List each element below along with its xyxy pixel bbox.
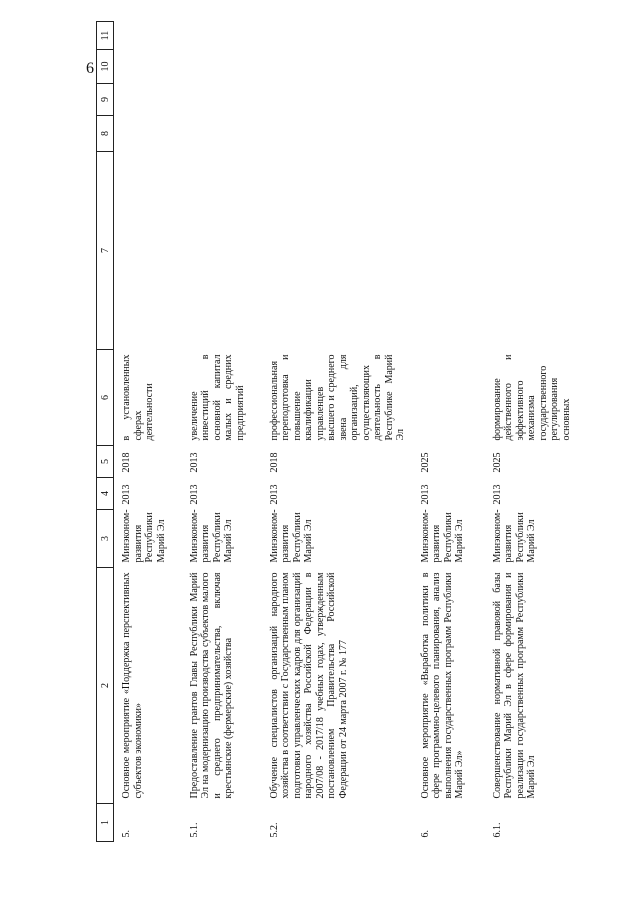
row-number: 6.1. bbox=[491, 822, 503, 838]
measure-name: Основное мероприятие «Поддержка перспективных субъектов экономики» bbox=[121, 572, 144, 799]
table-row bbox=[182, 22, 262, 842]
col-header-6: 6 bbox=[97, 350, 114, 446]
cell-11 bbox=[485, 22, 579, 50]
col-header-9: 9 bbox=[97, 84, 114, 116]
expected-result: увеличение инвестиций в основной капитал малых и средних предприятий bbox=[188, 354, 246, 441]
cell-9 bbox=[114, 84, 182, 116]
start-year: 2013 bbox=[188, 484, 200, 505]
col-header-11: 11 bbox=[97, 22, 114, 50]
executor: Минэконом-развития Республики Марий Эл bbox=[188, 509, 234, 563]
col-header-2: 2 bbox=[97, 568, 114, 804]
table-row bbox=[485, 22, 579, 842]
end-year: 2025 bbox=[491, 452, 503, 473]
cell-9 bbox=[182, 84, 262, 116]
header-row bbox=[97, 22, 114, 842]
cell-11 bbox=[114, 22, 182, 50]
measure-name: Предоставление грантов Главы Республики Марий Эл на модернизацию производства субъектов малого и среднего предпринимательства, включая крестьянские (фермерские) хозяйства bbox=[188, 572, 234, 799]
start-year: 2013 bbox=[419, 484, 431, 505]
cell-7 bbox=[413, 152, 485, 350]
col-header-7: 7 bbox=[97, 152, 114, 350]
col-header-3: 3 bbox=[97, 510, 114, 568]
start-year: 2013 bbox=[491, 484, 503, 505]
end-year: 2018 bbox=[121, 452, 132, 473]
expected-result: профессиональная переподготовка и повышение квалификации управленцев высшего и среднего звена для организаций, осуществляющих деятельность в Республике Марий Эл bbox=[268, 354, 406, 441]
executor: Минэконом-развития Республики Марий Эл bbox=[121, 509, 167, 563]
table-row bbox=[413, 22, 485, 842]
measure-name: Основное мероприятие «Выработка политики в сфере программно-целевого планирования, анализ выполнения государственных программ Республики Марий Эл» bbox=[419, 572, 465, 799]
page-number: 6 bbox=[86, 60, 94, 77]
end-year: 2013 bbox=[188, 452, 200, 473]
expected-result: в установленных сферах деятельности bbox=[121, 354, 155, 441]
executor: Минэконом-развития Республики Марий Эл bbox=[268, 509, 314, 563]
cell-7 bbox=[114, 152, 182, 350]
row-number: 5.1. bbox=[188, 822, 200, 838]
cell-10 bbox=[114, 50, 182, 84]
end-year: 2025 bbox=[419, 452, 431, 473]
row-number: 5.2. bbox=[268, 822, 280, 838]
cell-8 bbox=[413, 116, 485, 152]
row-number: 6. bbox=[419, 830, 431, 838]
cell-9 bbox=[413, 84, 485, 116]
col-header-1: 1 bbox=[97, 804, 114, 842]
table-row bbox=[262, 22, 413, 842]
cell-10 bbox=[182, 50, 262, 84]
cell-8 bbox=[262, 116, 413, 152]
cell-8 bbox=[182, 116, 262, 152]
measures-table bbox=[96, 21, 578, 842]
cell-7 bbox=[182, 152, 262, 350]
row-number: 5. bbox=[121, 830, 132, 838]
executor: Минэконом-развития Республики Марий Эл bbox=[491, 509, 537, 563]
cell-7 bbox=[262, 152, 413, 350]
col-header-5: 5 bbox=[97, 446, 114, 478]
start-year: 2013 bbox=[121, 484, 132, 505]
expected-result bbox=[413, 350, 485, 446]
expected-result: формирование действенного и эффективного механизма государственного регулирования основных bbox=[491, 354, 572, 441]
cell-11 bbox=[182, 22, 262, 50]
cell-9 bbox=[262, 84, 413, 116]
cell-7 bbox=[485, 152, 579, 350]
start-year: 2013 bbox=[268, 484, 280, 505]
end-year: 2018 bbox=[268, 452, 280, 473]
measure-name: Совершенствование нормативной правовой базы Республики Марий Эл в сфере формирования и реализации государственных программ Республики Марий Эл bbox=[491, 572, 537, 799]
table-row bbox=[114, 22, 182, 842]
cell-10 bbox=[262, 50, 413, 84]
cell-9 bbox=[485, 84, 579, 116]
col-header-8: 8 bbox=[97, 116, 114, 152]
cell-10 bbox=[413, 50, 485, 84]
cell-8 bbox=[485, 116, 579, 152]
measure-name: Обучение специалистов организаций народного хозяйства в соответствии с Государственным планом подготовки управленческих кадров для организаций народного хозяйства Российской Федерации в 2007/08 - 2017/18 учебных годах, утвержденным постановлением Правительства Российской Федерации от 24 марта 2007 г. № 177 bbox=[268, 572, 349, 799]
cell-11 bbox=[262, 22, 413, 50]
col-header-10: 10 bbox=[97, 50, 114, 84]
rotated-page bbox=[96, 22, 640, 842]
col-header-4: 4 bbox=[97, 478, 114, 510]
executor: Минэконом-развития Республики Марий Эл bbox=[419, 509, 465, 563]
cell-11 bbox=[413, 22, 485, 50]
cell-10 bbox=[485, 50, 579, 84]
cell-8 bbox=[114, 116, 182, 152]
